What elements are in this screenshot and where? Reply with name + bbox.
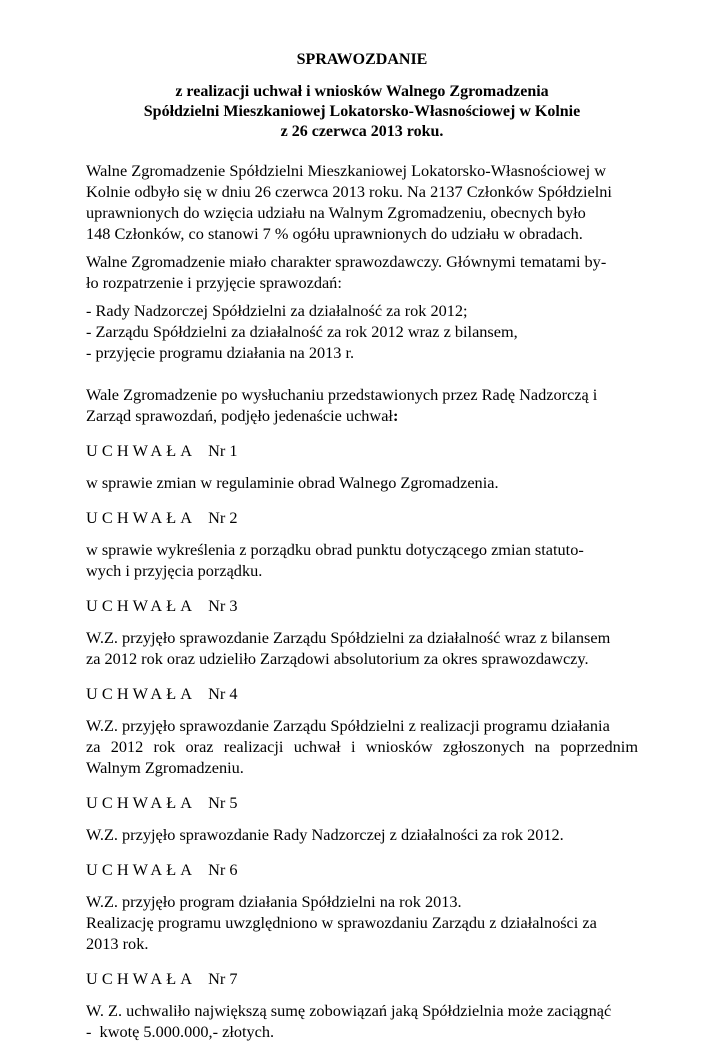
resolution-text-6	[86, 891, 638, 954]
resolution-line: wych i przyjęcia porządku.	[86, 561, 263, 580]
summary-paragraph	[86, 384, 638, 426]
subtitle-line: Spółdzielni Mieszkaniowej Lokatorsko-Własnościowej w Kolnie	[143, 103, 581, 120]
paragraph-line	[86, 405, 638, 426]
resolution-number: Nr 2	[208, 508, 238, 527]
resolution-heading-1	[86, 440, 638, 461]
resolution-number: Nr 7	[208, 969, 238, 988]
resolution-line: Realizację programu uwzględniono w sprawozdaniu Zarządu z działalności za	[86, 913, 597, 932]
resolution-number: Nr 6	[208, 860, 238, 879]
paragraph-line: ło rozpatrzenie i przyjęcie sprawozdań:	[86, 273, 342, 292]
resolution-text-4	[86, 715, 638, 778]
resolution-number: Nr 5	[208, 793, 238, 812]
resolution-line: W.Z. przyjęło sprawozdanie Zarządu Spółdzielni za działalność wraz z bilansem	[86, 628, 611, 647]
resolution-line: w sprawie wykreślenia z porządku obrad punktu dotyczącego zmian statuto-	[86, 540, 584, 559]
resolution-line: - kwotę 5.000.000,- złotych.	[86, 1022, 275, 1041]
resolution-line: W.Z. przyjęło sprawozdanie Zarządu Spółdzielni z realizacji programu działania	[86, 716, 610, 735]
resolution-text-2	[86, 539, 638, 581]
resolution-line: 2013 rok.	[86, 934, 149, 953]
paragraph-line: Wale Zgromadzenie po wysłuchaniu przedstawionych przez Radę Nadzorczą i	[86, 385, 598, 404]
resolution-heading-5	[86, 792, 638, 813]
resolution-text-7	[86, 1000, 638, 1042]
paragraph-line: uprawnionych do wzięcia udziału na Walnym Zgromadzeniu, obecnych było	[86, 203, 586, 222]
resolution-line: W.Z. przyjęło sprawozdanie Rady Nadzorczej z działalności za rok 2012.	[86, 825, 564, 844]
character-paragraph	[86, 251, 638, 293]
paragraph-line: Walne Zgromadzenie Spółdzielni Mieszkaniowej Lokatorsko-Własnościowej w	[86, 161, 606, 180]
resolution-word: UCHWAŁA	[86, 441, 197, 460]
resolution-number: Nr 4	[208, 684, 238, 703]
summary-colon: :	[392, 406, 399, 425]
resolution-heading-2	[86, 507, 638, 528]
subtitle-line: z realizacji uchwał i wniosków Walnego Zgromadzenia	[175, 83, 549, 100]
resolution-line: w sprawie zmian w regulaminie obrad Walnego Zgromadzenia.	[86, 473, 499, 492]
resolution-word: UCHWAŁA	[86, 793, 197, 812]
resolution-line: W. Z. uchwaliło największą sumę zobowiązań jaką Spółdzielnia może zaciągnąć	[86, 1001, 612, 1020]
resolution-heading-4	[86, 683, 638, 704]
resolution-heading-7	[86, 968, 638, 989]
resolution-number: Nr 1	[208, 441, 238, 460]
resolution-word: UCHWAŁA	[86, 596, 197, 615]
resolution-word: UCHWAŁA	[86, 969, 197, 988]
document-subtitle	[86, 82, 638, 142]
agenda-list	[86, 300, 638, 363]
resolution-heading-3	[86, 595, 638, 616]
paragraph-line: Walne Zgromadzenie miało charakter sprawozdawczy. Głównymi tematami by-	[86, 252, 607, 271]
resolution-line: za 2012 rok oraz udzieliło Zarządowi absolutorium za okres sprawozdawczy.	[86, 649, 589, 668]
resolution-line: Walnym Zgromadzeniu.	[86, 758, 244, 777]
resolution-number: Nr 3	[208, 596, 238, 615]
paragraph-line: Kolnie odbyło się w dniu 26 czerwca 2013 roku. Na 2137 Członków Spółdzielni	[86, 182, 612, 201]
intro-paragraph	[86, 160, 638, 244]
resolution-text-1	[86, 472, 638, 493]
resolution-word: UCHWAŁA	[86, 860, 197, 879]
resolution-text-5	[86, 824, 638, 845]
agenda-item: - przyjęcie programu działania na 2013 r.	[86, 343, 355, 362]
document-title: SPRAWOZDANIE	[296, 51, 428, 68]
resolution-line: W.Z. przyjęło program działania Spółdzielni na rok 2013.	[86, 892, 462, 911]
document-page	[86, 50, 638, 1042]
resolution-word: UCHWAŁA	[86, 508, 197, 527]
summary-text: Zarząd sprawozdań, podjęło jedenaście uchwał	[86, 406, 393, 425]
resolution-text-3	[86, 627, 638, 669]
agenda-item: - Zarządu Spółdzielni za działalność za rok 2012 wraz z bilansem,	[86, 322, 518, 341]
resolution-line: za 2012 rok oraz realizacji uchwał i wniosków zgłoszonych na poprzednim	[86, 737, 638, 756]
resolution-word: UCHWAŁA	[86, 684, 197, 703]
subtitle-line: z 26 czerwca 2013 roku.	[280, 123, 444, 140]
paragraph-line: 148 Członków, co stanowi 7 % ogółu uprawnionych do udziału w obradach.	[86, 224, 583, 243]
resolution-heading-6	[86, 859, 638, 880]
agenda-item: - Rady Nadzorczej Spółdzielni za działalność za rok 2012;	[86, 301, 468, 320]
